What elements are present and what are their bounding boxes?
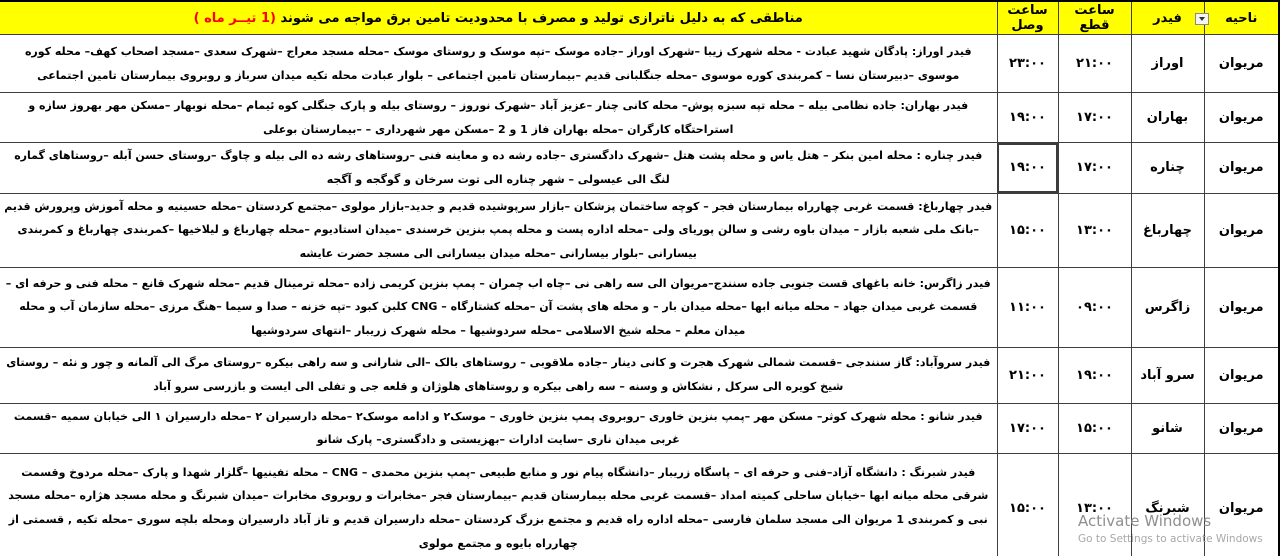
region-cell[interactable]: مریوان (1204, 35, 1279, 93)
watermark-line1: Activate Windows (1078, 512, 1212, 530)
watermark-line2: Go to Settings to activate Windows (1078, 533, 1263, 545)
table-row (0, 403, 1279, 453)
column-header-feeder[interactable]: فیدر (1131, 1, 1204, 35)
table-row (0, 143, 1279, 193)
table-title: مناطقی که به دلیل ناترازی تولید و مصرف با محدودیت تامین برق مواجه می شوند (275, 10, 803, 26)
feeder-cell[interactable]: زاگرس (1131, 267, 1204, 347)
table-title-month: (1 تیــر ماه ) (193, 10, 276, 26)
feeder-cell[interactable]: بهاران (1131, 93, 1204, 143)
header-row (0, 1, 1279, 35)
cut-time-cell[interactable]: ۱۷:۰۰ (1058, 93, 1131, 143)
table-row (0, 35, 1279, 93)
table-row (0, 347, 1279, 403)
areas-cell[interactable]: فیدر زاگرس: خانه باغهای قست جنوبی جاده سنندج–مریوان الی سه راهی نی –چاه اب چمران – پمپ بنزین کریمی زاده –محله ترمینال قدیم –محله شهرک قانع – محله فنی و حرفه ای – قسمت غربی میدان جهاد – محله میانه ابها –محله میدان بار – و محله های پشت آن –محله کشتارگاه – CNG کلبن کبود –تپه خزنه – صدا و سیما –هنگ مرزی –محله سازمان آب و محله میدان معلم – محله شیخ الاسلامی –محله سردوشیها – محله شهرک زریبار –انتهای سردوشیها (0, 267, 997, 347)
areas-cell[interactable]: فیدر اوراز: پادگان شهید عبادت - محله شهرک زیبا –شهرک اوراز –جاده موسک –تپه موسک و روستای موسک –محله مسجد معراج –شهرک سعدی –مسجد اصحاب کهف– محله کوره موسوی –دبیرستان نسا – کمربندی کوره موسوی –محله جنگلبانی قدیم –بیمارستان تامین اجتماعی – بلوار عبادت محله تکیه میدان سرباز و روبروی بیمارستان تامین اجتماعی (0, 35, 997, 93)
cut-time-cell[interactable]: ۱۳:۰۰ (1058, 193, 1131, 267)
areas-cell[interactable]: فیدر شبرنگ : دانشگاه آزاد–فنی و حرفه ای – پاسگاه زریبار –دانشگاه پیام نور و منابع طبیعی –پمپ بنزین محمدی – CNG – محله تفینیها –گلزار شهدا و پارک –محله مردوخ وقسمت شرقی محله میانه ابها –خیابان ساحلی کمیته امداد –قسمت غربی محله بیمارستان قدیم –بیمارستان فجر –مخابرات و روبروی مخابرات –میدان شبرنگ و محله مسجد هژاره –محله مسجد نبی و کمربندی 1 مریوان الی مسجد سلمان فارسی –محله اداره راه قدیم و مجتمع بزرگ کردستان –محله دارسیران قدیم و تاز آباد دارسیران ومحله بلچه سوری –محله تکیه , قسمتی از چهارراه بایوه و مجتمع مولوی (0, 453, 997, 556)
table-title-cell[interactable] (0, 1, 997, 35)
column-header-cut-time[interactable]: ساعت قطع (1058, 1, 1131, 35)
table-row (0, 193, 1279, 267)
connect-time-cell[interactable]: ۲۳:۰۰ (997, 35, 1058, 93)
cut-time-cell[interactable]: ۰۹:۰۰ (1058, 267, 1131, 347)
chevron-down-icon (1199, 17, 1205, 21)
column-header-region[interactable]: ناحیه (1204, 1, 1279, 35)
areas-cell[interactable]: فیدر بهاران: جاده نظامی بیله – محله تپه سبزه پوش– محله کانی چنار –عزیز آباد –شهرک نوروز – روستای بیله و پارک جنگلی کوه ئیمام –محله نوبهار –مسکن مهر بهروز سازه و استراحتگاه کارگران –محله بهاران فاز 1 و 2 –مسکن مهر شهرداری – –بیمارستان بوعلی (0, 93, 997, 143)
cut-time-cell[interactable]: ۱۷:۰۰ (1058, 143, 1131, 193)
connect-time-cell[interactable]: ۱۵:۰۰ (997, 453, 1058, 556)
autofilter-dropdown-icon[interactable] (1195, 13, 1209, 25)
connect-time-cell-selected[interactable]: ۱۹:۰۰ (997, 143, 1058, 193)
connect-time-cell[interactable]: ۱۷:۰۰ (997, 403, 1058, 453)
table-row (0, 453, 1279, 556)
feeder-cell[interactable]: چناره (1131, 143, 1204, 193)
areas-cell[interactable]: فیدر شانو : محله شهرک کوثر– مسکن مهر –پمپ بنزین خاوری –روبروی پمپ بنزین خاوری – موسک۲ و ادامه موسک۲ –محله دارسیران ۲ –محله دارسیران ۱ الی خیابان سمیه –قسمت غربی میدان ناری –سایت ادارات –بهزیستی و دادگستری– پارک شانو (0, 403, 997, 453)
region-cell[interactable]: مریوان (1204, 347, 1279, 403)
connect-time-cell[interactable]: ۱۱:۰۰ (997, 267, 1058, 347)
cut-time-cell[interactable]: ۱۵:۰۰ (1058, 403, 1131, 453)
region-cell[interactable]: مریوان (1204, 403, 1279, 453)
column-header-connect-time[interactable]: ساعت وصل (997, 1, 1058, 35)
feeder-cell[interactable]: سرو آباد (1131, 347, 1204, 403)
region-cell[interactable]: مریوان (1204, 93, 1279, 143)
areas-cell[interactable]: فیدر چهارباغ: قسمت غربی چهارراه بیمارستان فجر – کوچه ساختمان پزشکان –بازار سرپوشیده قدیم و جدید–بازار مولوی –مجتمع کردستان –محله حسینیه و محله آموزش وپرورش قدیم –بانک ملی شعبه بازار – میدان باوه رشی و سالن پوریای ولی –محله اداره پست و محله پمپ بنزین خرسندی –میدان استادیوم –محله چهارباغ و لیلاخیها –کمربندی چهارباغ و کمربندی بیسارانی –بلوار بیسارانی –محله میدان بیسارانی الی مسجد حضرت عایشه (0, 193, 997, 267)
connect-time-cell[interactable]: ۲۱:۰۰ (997, 347, 1058, 403)
cut-time-cell[interactable]: ۱۳:۰۰ (1058, 453, 1131, 556)
region-cell[interactable]: مریوان (1204, 267, 1279, 347)
areas-cell[interactable]: فیدر سروآباد: گاز سنندجی –قسمت شمالی شهرک هجرت و کانی دینار –جاده ملاقوبی – روستاهای بالک –الی شارانی و سه راهی بیکره –روستای مرگ الی آلمانه و چور و نئه – روستای شیخ کویره الی سرکل , نشکاش و وسنه – سه راهی بیکره و روستاهای هلوژان و قلعه جی و تفلی الی ایست و بازرسی سرو آباد (0, 347, 997, 403)
feeder-cell[interactable]: چهارباغ (1131, 193, 1204, 267)
connect-time-cell[interactable]: ۱۵:۰۰ (997, 193, 1058, 267)
cut-time-cell[interactable]: ۱۹:۰۰ (1058, 347, 1131, 403)
region-cell[interactable]: مریوان (1204, 193, 1279, 267)
feeder-cell[interactable]: شانو (1131, 403, 1204, 453)
connect-time-cell[interactable]: ۱۹:۰۰ (997, 93, 1058, 143)
cut-time-cell[interactable]: ۲۱:۰۰ (1058, 35, 1131, 93)
region-cell[interactable]: مریوان (1204, 453, 1279, 556)
table-row (0, 267, 1279, 347)
region-cell[interactable]: مریوان (1204, 143, 1279, 193)
feeder-cell[interactable]: شبرنگ (1131, 453, 1204, 556)
table-row (0, 93, 1279, 143)
feeder-cell[interactable]: اوراز (1131, 35, 1204, 93)
areas-cell[interactable]: فیدر چناره : محله امین بنکر – هتل یاس و محله پشت هتل –شهرک دادگستری –جاده رشه ده و معاینه فنی –روستاهای رشه ده الی بیله و چاوگ –روستای حسن آبله –روستاهای گماره لنگ الی عیسولی – شهر چناره الی توت سرخان و گوگجه و آگجه (0, 143, 997, 193)
